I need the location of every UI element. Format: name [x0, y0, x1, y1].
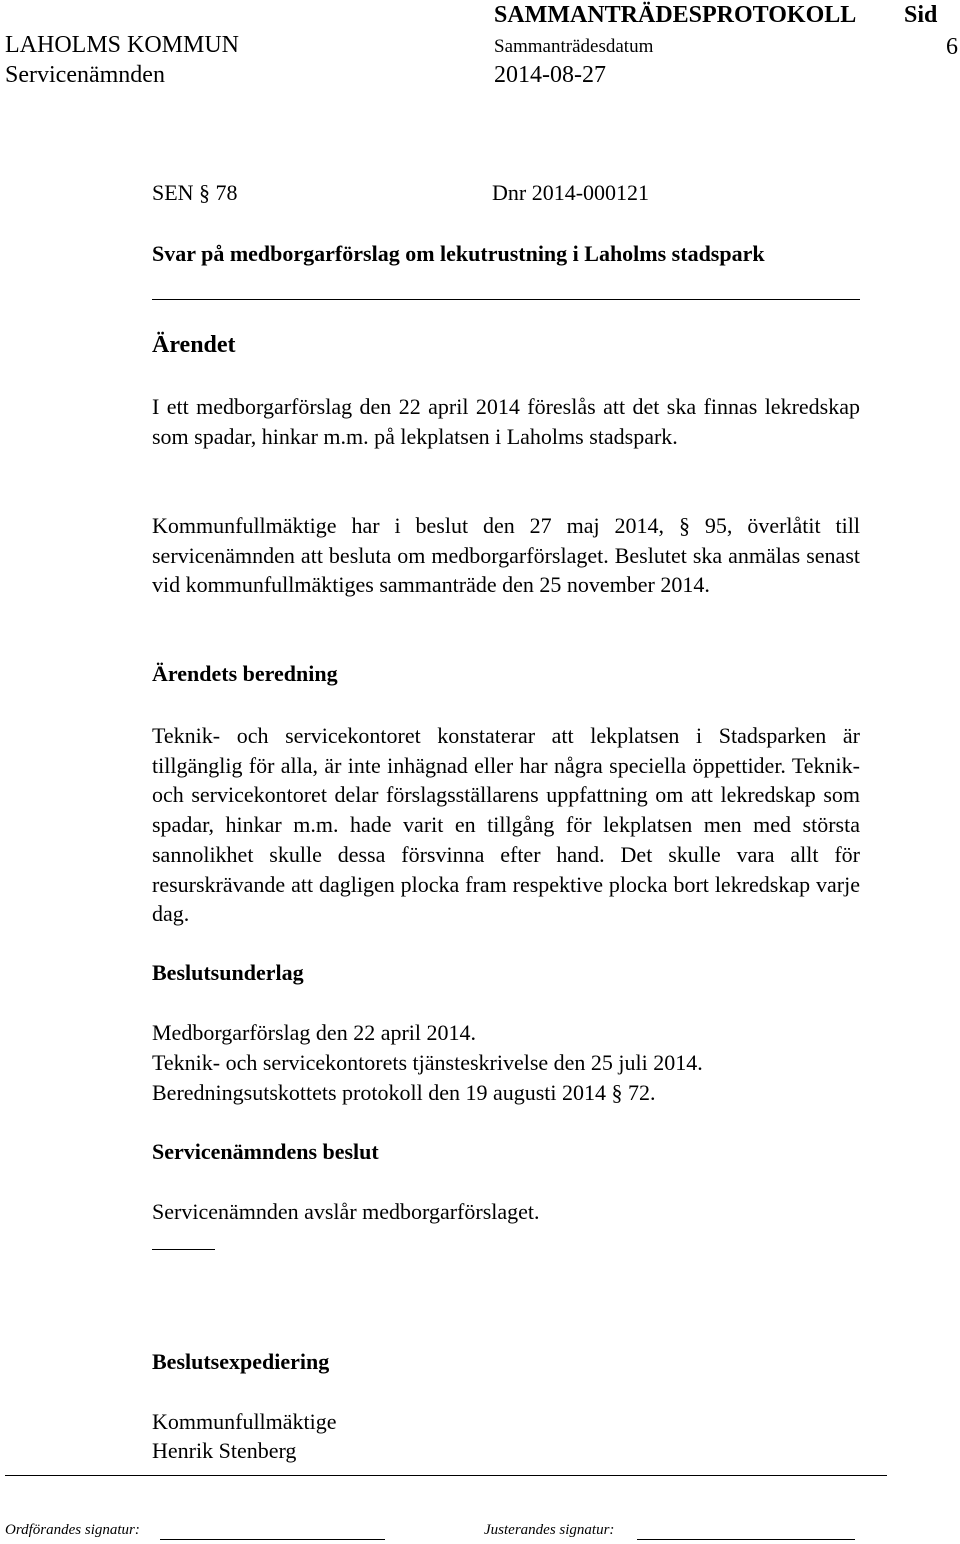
beredning-paragraph: Teknik- och servicekontoret konstaterar att lekplatsen i Stadsparken är tillgänglig för alla, är inte inhägnad eller har några speciella öppettider. Teknik- och servicekontoret delar förslagsställarens uppfattning om att lekredskap som spadar, hinkar m.m. hade varit en tillgång för lekplatsen men med största sannolikhet skulle dessa försvinna efter hand. Det skulle vara allt för resurskrävande att dagligen plocka fram respektive plocka bort lekredskap varje dag.: [152, 723, 860, 927]
meeting-date: 2014-08-27: [494, 62, 606, 88]
section-heading-beslutsunderlag: Beslutsunderlag: [152, 960, 304, 985]
title-underline: [152, 299, 860, 300]
case-title: Svar på medborgarförslag om lekutrustning i Laholms stadspark: [152, 241, 765, 266]
committee-name: Servicenämnden: [5, 62, 165, 88]
case-paragraph: SEN § 78: [152, 180, 238, 205]
section-heading-arendet: Ärendet: [152, 332, 236, 358]
recipient: Henrik Stenberg: [152, 1438, 297, 1463]
chair-signature-label: Ordförandes signatur:: [5, 1522, 140, 1538]
beslutsunderlag-item: Teknik- och servicekontorets tjänsteskrivelse den 25 juli 2014.: [152, 1050, 703, 1075]
recipient: Kommunfullmäktige: [152, 1409, 337, 1434]
section-heading-expediering: Beslutsexpediering: [152, 1349, 330, 1374]
page-number: 6: [946, 34, 958, 60]
section-heading-beredning: Ärendets beredning: [152, 661, 338, 686]
beslutsunderlag-item: Beredningsutskottets protokoll den 19 augusti 2014 § 72.: [152, 1080, 656, 1105]
section-heading-beslut: Servicenämndens beslut: [152, 1139, 379, 1164]
footer-separator: [5, 1475, 887, 1476]
chair-signature-line[interactable]: [160, 1539, 385, 1540]
beslutsunderlag-item: Medborgarförslag den 22 april 2014.: [152, 1020, 477, 1045]
decision-end-rule: [152, 1249, 215, 1250]
meeting-date-label: Sammanträdesdatum: [494, 36, 654, 57]
adjuster-signature-line[interactable]: [637, 1539, 855, 1540]
protocol-title: SAMMANTRÄDESPROTOKOLL: [494, 2, 857, 28]
arendet-paragraph-2: Kommunfullmäktige har i beslut den 27 maj 2014, § 95, överlåtit till servicenämnden att besluta om medborgarförslaget. Beslutet ska anmälas senast vid kommunfullmäktiges sammanträde den 25 november 2014.: [152, 513, 860, 598]
sid-label: Sid: [904, 2, 938, 28]
decision-text: Servicenämnden avslår medborgarförslaget.: [152, 1199, 540, 1224]
adjuster-signature-label: Justerandes signatur:: [484, 1522, 615, 1538]
diary-number: Dnr 2014-000121: [492, 180, 650, 205]
municipality-name: LAHOLMS KOMMUN: [5, 32, 240, 58]
arendet-paragraph-1: I ett medborgarförslag den 22 april 2014 föreslås att det ska finnas lekredskap som spadar, hinkar m.m. på lekplatsen i Laholms stadspark.: [152, 394, 860, 449]
